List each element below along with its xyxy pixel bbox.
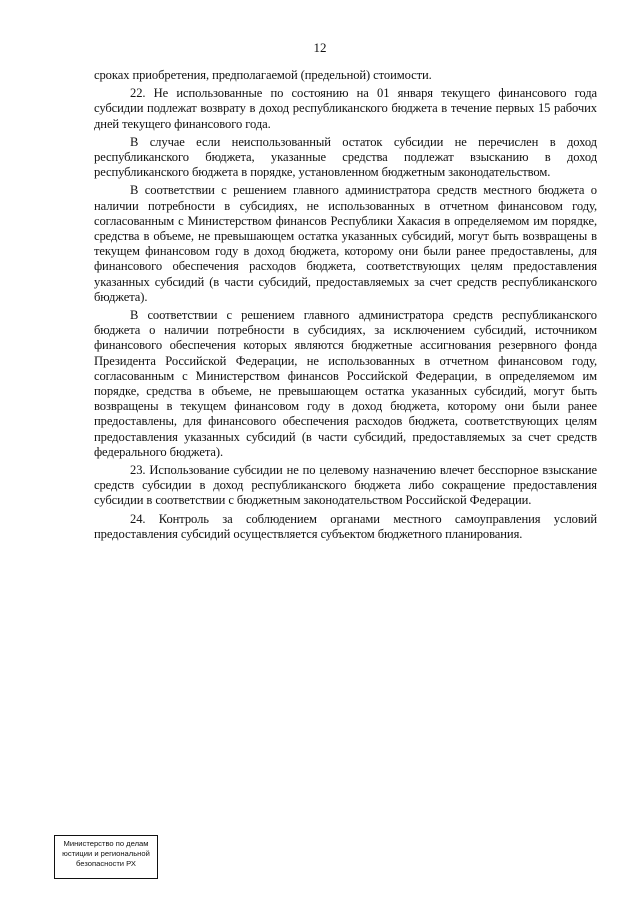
- paragraph-item-24: 24. Контроль за соблюдением органами местного самоуправления условий предоставления субсидий осуществляется субъектом бюджетного планирования.: [94, 511, 597, 541]
- paragraph-item-23: 23. Использование субсидии не по целевому назначению влечет бесспорное взыскание средств субсидии в доход республиканского бюджета либо сокращение предоставления субсидии в соответствии с бюджетным законодательством Российской Федерации.: [94, 463, 597, 508]
- stamp-line: юстиции и региональной: [62, 849, 150, 858]
- paragraph-local-budget-return: В соответствии с решением главного администратора средств местного бюджета о наличии потребности в субсидиях, не использованных в отчетном финансовом году, согласованным с Министерством финансов Республики Хакасия в определяемом им порядке, средства в объеме, не превышающем остатка указанных субсидий, могут быть возвращены в текущем финансовом году в доход бюджета, которому они были ранее предоставлены, для финансового обеспечения расходов бюджета, соответствующих целям предоставления указанных субсидий (в части субсидий, предоставляемых за счет средств республиканского бюджета).: [94, 183, 597, 304]
- paragraph-item-22: 22. Не использованные по состоянию на 01 января текущего финансового года субсидии подлежат возврату в доход республиканского бюджета в течение первых 15 рабочих дней текущего финансового года.: [94, 86, 597, 131]
- paragraph-unreturned-balance: В случае если неиспользованный остаток субсидии не перечислен в доход республиканского бюджета, указанные средства подлежат взысканию в доход республиканского бюджета в порядке, установленном бюджетным законодательством.: [94, 134, 597, 180]
- stamp-line: Министерство по делам: [63, 839, 149, 848]
- page-number: 12: [313, 40, 327, 55]
- document-body: [94, 68, 597, 542]
- paragraph-republic-budget-return: В соответствии с решением главного администратора средств республиканского бюджета о наличии потребности в субсидиях, за исключением субсидий, источником финансового обеспечения которых являются бюджетные ассигнования резервного фонда Президента Российской Федерации, не использованных в отчетном финансовом году, согласованным с Министерством финансов Российской Федерации, в определяемом им порядке, средства в объеме, не превышающем остатка указанных субсидий, могут быть возвращены в текущем финансовом году в доход бюджета, которому они были ранее предоставлены, для финансового обеспечения расходов бюджета, соответствующих целям предоставления указанных субсидий (в части субсидий, предоставляемых за счет средств федерального бюджета).: [94, 308, 597, 459]
- paragraph-continuation: сроках приобретения, предполагаемой (предельной) стоимости.: [94, 68, 432, 82]
- registration-stamp: [54, 835, 158, 879]
- stamp-line: безопасности РХ: [76, 859, 136, 868]
